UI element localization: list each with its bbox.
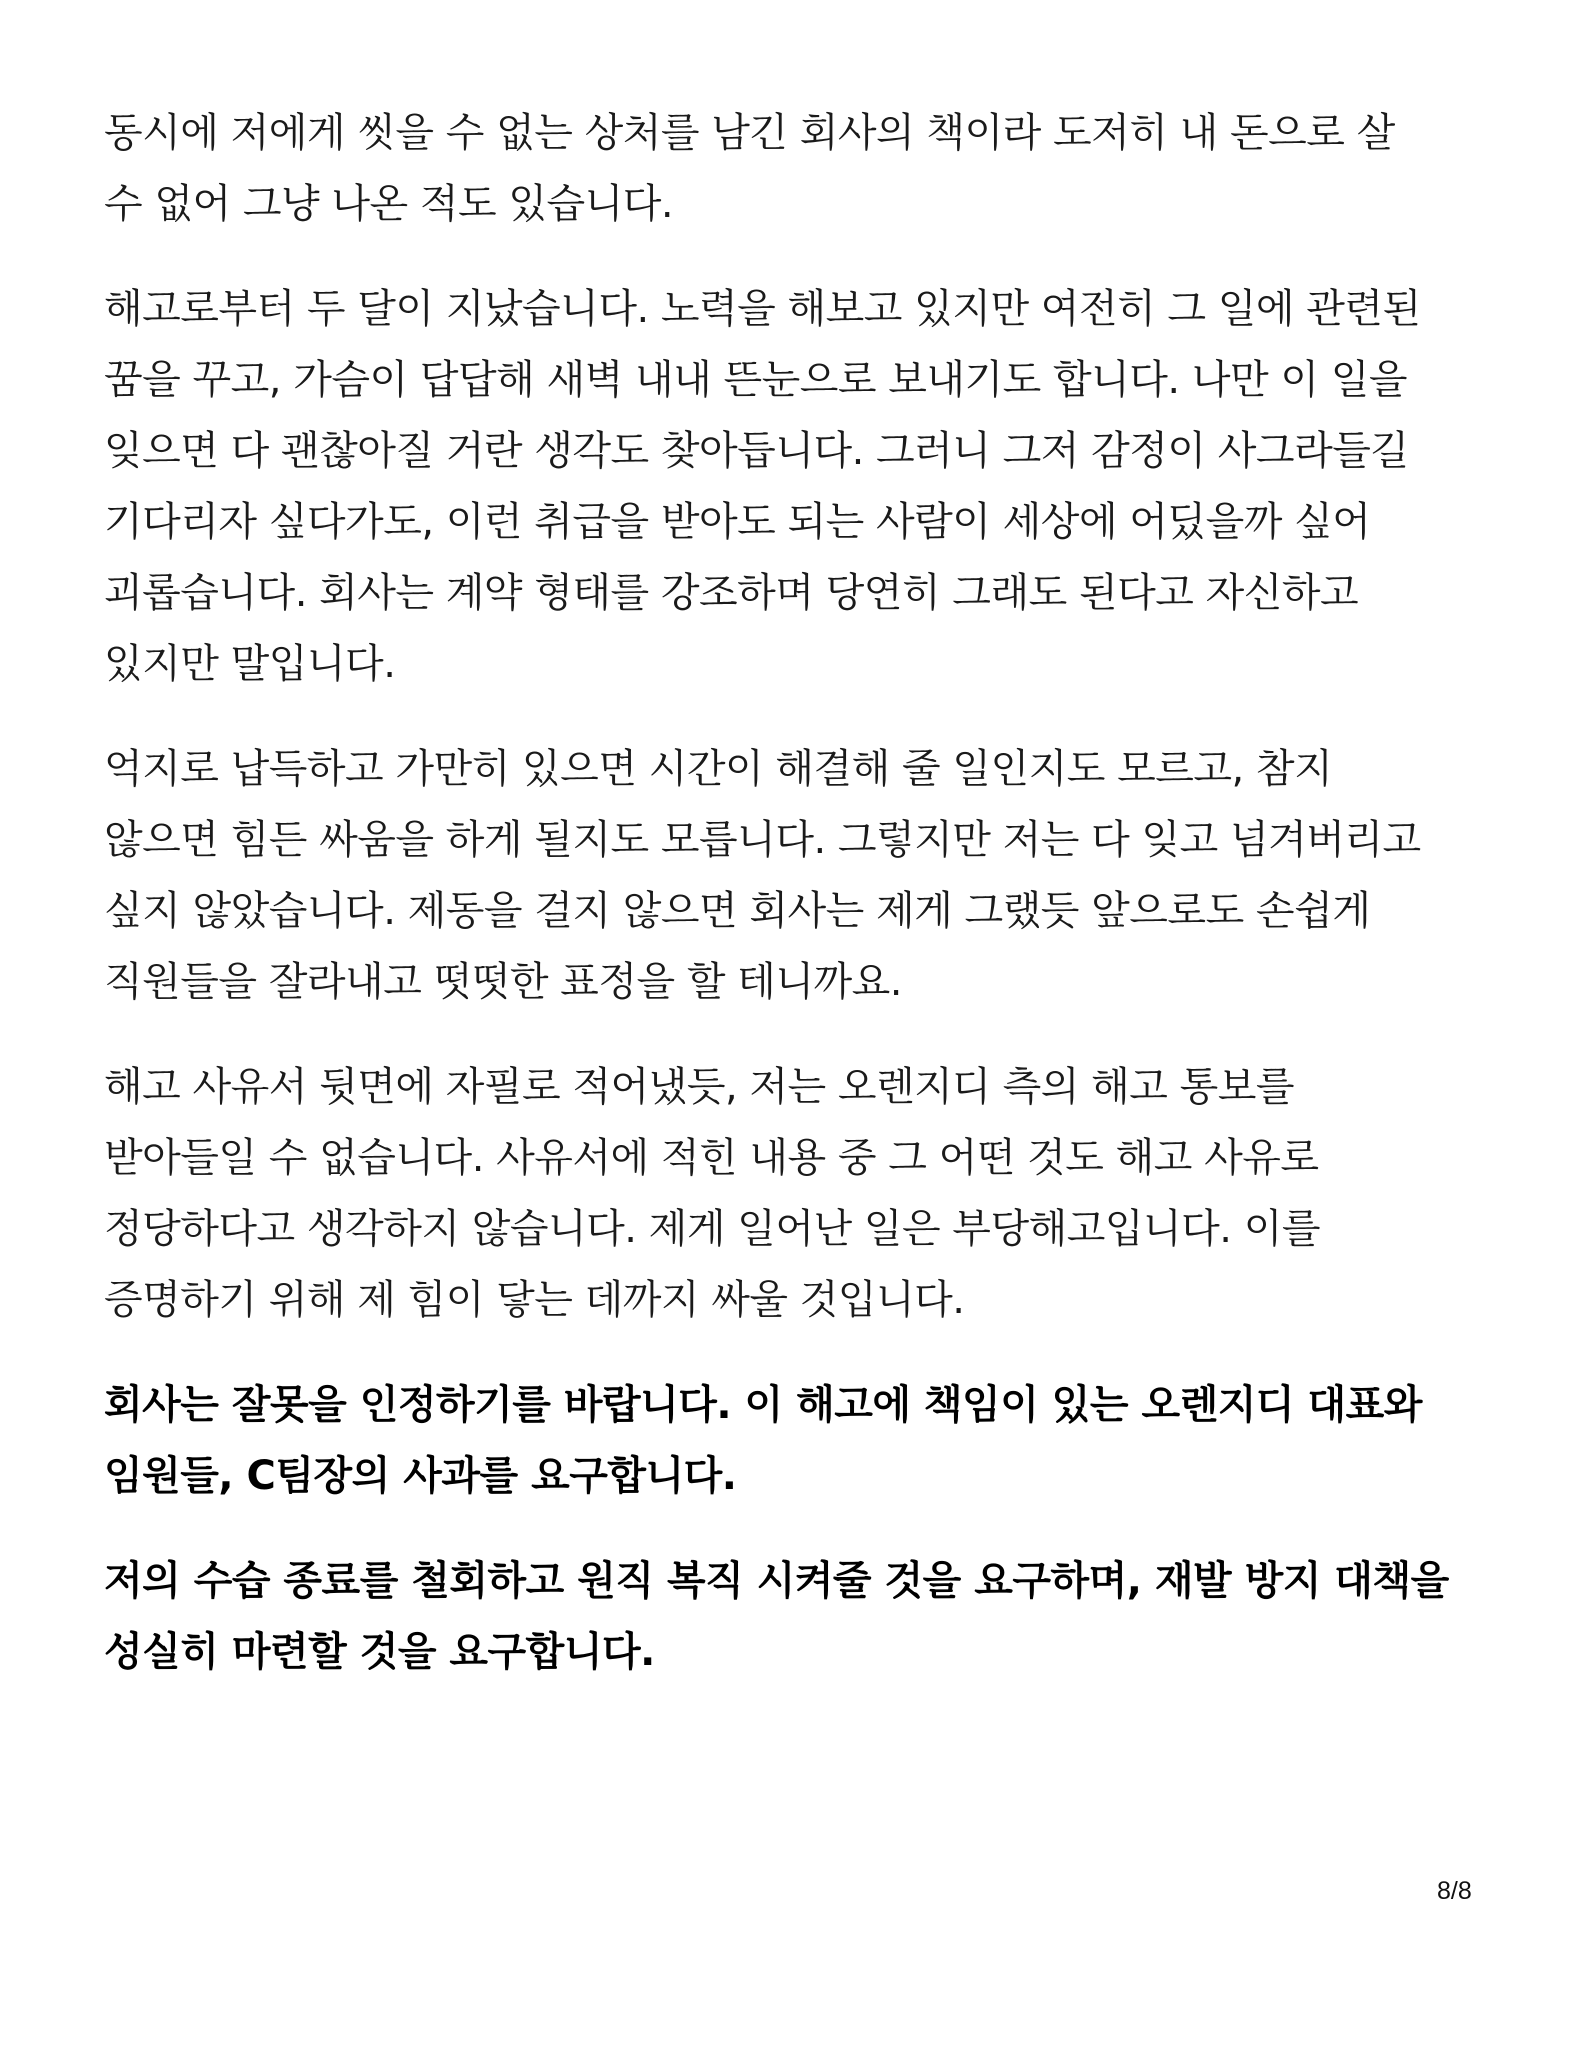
text-line: 해고로부터 두 달이 지났습니다. 노력을 해보고 있지만 여전히 그 일에 관련된 [104,286,1421,332]
text-line: 기다리자 싶다가도, 이런 취급을 받아도 되는 사람이 세상에 어딨을까 싶어 [104,499,1371,545]
paragraph-3 [104,734,1484,1018]
text-line: 정당하다고 생각하지 않습니다. 제게 일어난 일은 부당해고입니다. 이를 [104,1206,1320,1252]
text-line: 직원들을 잘라내고 떳떳한 표정을 할 테니까요. [104,959,902,1005]
text-line: 싶지 않았습니다. 제동을 걸지 않으면 회사는 제게 그랬듯 앞으로도 손쉽게 [104,888,1371,934]
text-line: 않으면 힘든 싸움을 하게 될지도 모릅니다. 그렇지만 저는 다 잊고 넘겨버리고 [104,817,1421,863]
paragraph-2 [104,274,1484,700]
text-line: 회사는 잘못을 인정하기를 바랍니다. 이 해고에 책임이 있는 오렌지디 대표와 [104,1382,1422,1428]
document-page [104,98,1484,1722]
paragraph-1 [104,98,1484,240]
demand-paragraph-reinstatement [104,1546,1484,1688]
text-line: 꿈을 꾸고, 가슴이 답답해 새벽 내내 뜬눈으로 보내기도 합니다. 나만 이 일을 [104,357,1407,403]
text-line: 동시에 저에게 씻을 수 없는 상처를 남긴 회사의 책이라 도저히 내 돈으로 살 [104,110,1395,156]
text-line: 성실히 마련할 것을 요구합니다. [104,1629,655,1675]
text-line: 임원들, C팀장의 사과를 요구합니다. [104,1453,737,1499]
demand-paragraph-apology [104,1370,1484,1512]
text-line: 증명하기 위해 제 힘이 닿는 데까지 싸울 것입니다. [104,1277,965,1323]
text-line: 있지만 말입니다. [104,641,396,687]
page-number: 8/8 [1437,1877,1472,1905]
text-line: 해고 사유서 뒷면에 자필로 적어냈듯, 저는 오렌지디 측의 해고 통보를 [104,1064,1295,1110]
text-line: 괴롭습니다. 회사는 계약 형태를 강조하며 당연히 그래도 된다고 자신하고 [104,570,1359,616]
text-line: 수 없어 그냥 나온 적도 있습니다. [104,181,674,227]
text-line: 억지로 납득하고 가만히 있으면 시간이 해결해 줄 일인지도 모르고, 참지 [104,746,1333,792]
text-line: 저의 수습 종료를 철회하고 원직 복직 시켜줄 것을 요구하며, 재발 방지 대책을 [104,1558,1449,1604]
paragraph-4 [104,1052,1484,1336]
text-line: 받아들일 수 없습니다. 사유서에 적힌 내용 중 그 어떤 것도 해고 사유로 [104,1135,1319,1181]
text-line: 잊으면 다 괜찮아질 거란 생각도 찾아듭니다. 그러니 그저 감정이 사그라들길 [104,428,1409,474]
